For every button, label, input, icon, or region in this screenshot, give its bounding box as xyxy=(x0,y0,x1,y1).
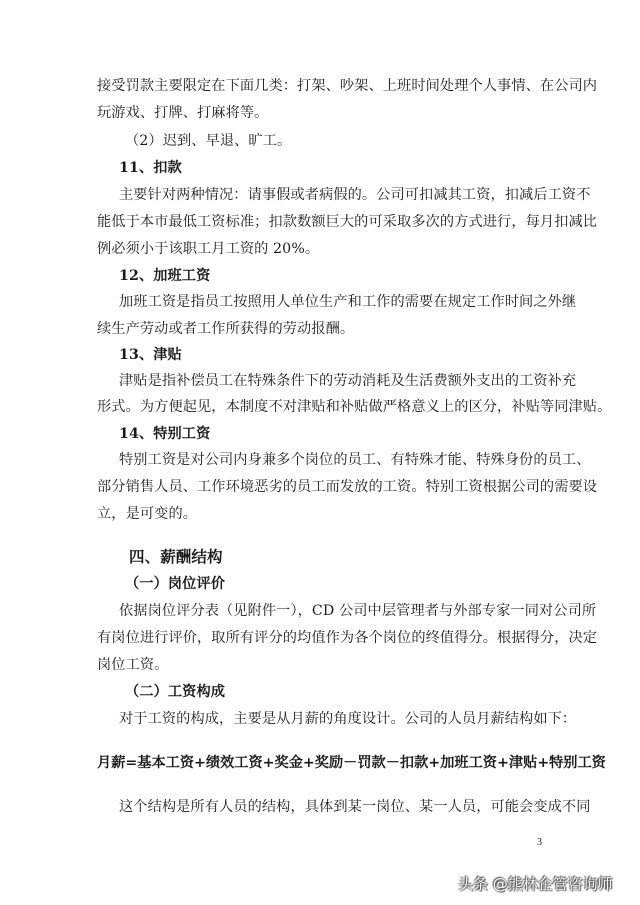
body-line: 玩游戏、打牌、打麻将等。 xyxy=(97,105,269,121)
body-line: 续生产劳动或者工作所获得的劳动报酬。 xyxy=(97,321,355,337)
body-line: 主要针对两种情况：请事假或者病假的。公司可扣减其工资，扣减后工资不 xyxy=(119,187,591,203)
body-line: 能低于本市最低工资标准；扣款数额巨大的可采取多次的方式进行，每月扣减比 xyxy=(97,214,598,230)
body-line: 对于工资的构成，主要是从月薪的角度设计。公司的人员月薪结构如下： xyxy=(119,711,577,727)
subsection-heading: （二）工资构成 xyxy=(125,684,226,700)
body-line: 津贴是指补偿员工在特殊条件下的劳动消耗及生活费额外支出的工资补充 xyxy=(119,373,577,389)
list-item: （2）迟到、早退、旷工。 xyxy=(125,133,292,149)
body-line: 这个结构是所有人员的结构，具体到某一岗位、某一人员，可能会变成不同 xyxy=(119,799,591,815)
section-heading-13: 13、津贴 xyxy=(119,347,182,363)
subsection-heading: （一）岗位评价 xyxy=(125,576,226,592)
section-heading-11: 11、扣款 xyxy=(119,160,182,176)
body-line: 接受罚款主要限定在下面几类：打架、吵架、上班时间处理个人事情、在公司内 xyxy=(97,78,598,94)
body-line: 例必须小于该职工月工资的 20%。 xyxy=(97,241,320,257)
section-heading-12: 12、加班工资 xyxy=(119,268,211,284)
watermark: 头条 @熊林企管咨询师 xyxy=(458,875,613,893)
body-line: 有岗位进行评价，取所有评分的均值作为各个岗位的终值得分。根据得分，决定 xyxy=(97,630,598,646)
body-line: 形式。为方便起见，本制度不对津贴和补贴做严格意义上的区分，补贴等同津贴。 xyxy=(97,399,612,415)
body-line: 加班工资是指员工按照用人单位生产和工作的需要在规定工作时间之外继 xyxy=(119,294,577,310)
chapter-heading: 四、薪酬结构 xyxy=(129,547,223,566)
body-line: 部分销售人员、工作环境恶劣的员工而发放的工资。特别工资根据公司的需要设 xyxy=(97,479,598,495)
body-line: 立，是可变的。 xyxy=(97,506,198,522)
page-number: 3 xyxy=(537,837,542,848)
salary-formula: 月薪=基本工资+绩效工资+奖金+奖励－罚款－扣款+加班工资+津贴+特别工资 xyxy=(97,755,606,771)
body-line: 特别工资是对公司内身兼多个岗位的员工、有特殊才能、特殊身份的员工、 xyxy=(119,452,591,468)
section-heading-14: 14、特别工资 xyxy=(119,426,211,442)
body-line: 岗位工资。 xyxy=(97,657,169,673)
body-line: 依据岗位评分表（见附件一），CD 公司中层管理者与外部专家一同对公司所 xyxy=(119,603,597,619)
